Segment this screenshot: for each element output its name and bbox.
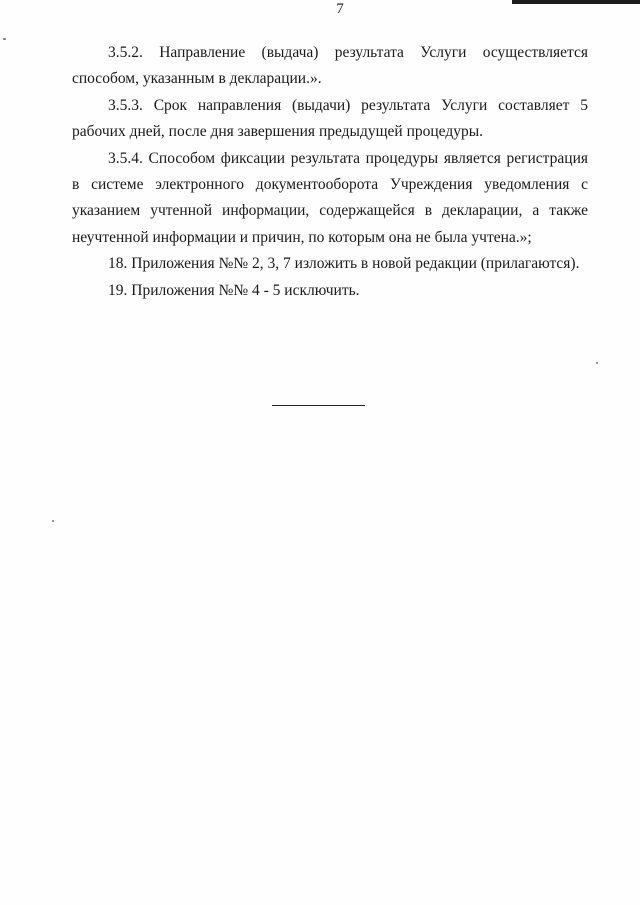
scan-speck [3,38,6,40]
closing-separator-line [272,405,365,406]
paragraph-3-5-2: 3.5.2. Направление (выдача) результата Услуги осуществляется способом, указанным в декларации.». [72,44,588,88]
page-number: 7 [336,1,344,17]
document-body [72,40,588,304]
paragraph-3-5-3: 3.5.3. Срок направления (выдачи) результата Услуги составляет 5 рабочих дней, после дня завершения предыдущей процедуры. [72,96,588,141]
paragraph-3-5-4: 3.5.4. Способом фиксации результата процедуры является регистрация в системе электронного документооборота Учреждения уведомления с указанием учтенной информации, содержащейся в декларации, а также неучтенной информации и причин, по которым она не была учтена.»; [72,149,588,246]
paragraph-18: 18. Приложения №№ 2, 3, 7 изложить в новой редакции (прилагаются). [108,255,580,273]
scan-speck [596,362,598,364]
scan-speck [52,520,54,522]
paragraph-19: 19. Приложения №№ 4 - 5 исключить. [108,281,360,299]
